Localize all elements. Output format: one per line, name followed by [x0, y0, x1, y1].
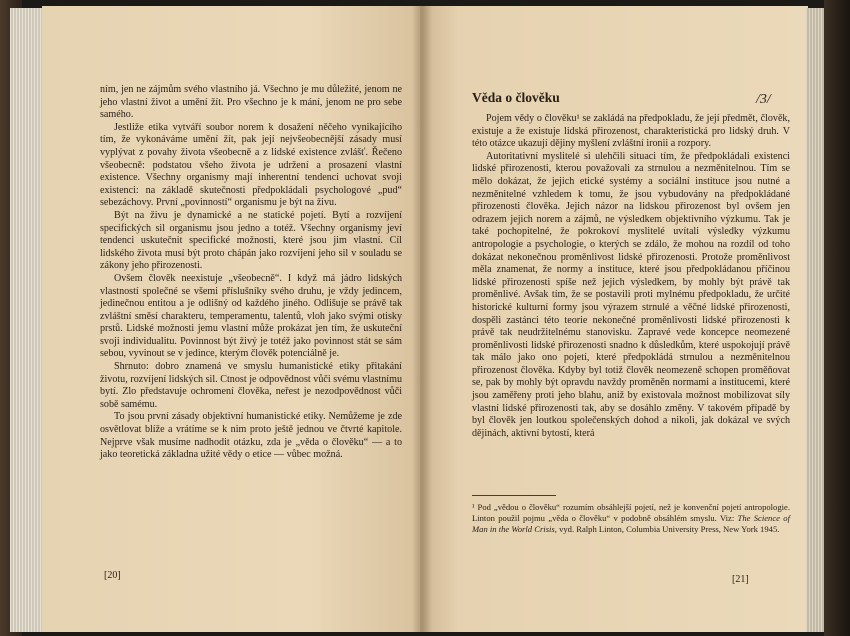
paragraph: Ovšem člověk neexistuje „všeobecně“. I když má jádro lidských vlastností společné se všemi příslušníky svého druhu, je vždy jedincem, jedinečnou entitou a je odlišný od každého jiného. Odlišuje se právě tak zvláštní směsí charakteru, temperamentu, talentů, vloh jako svými otisky prstů. Lidské možnosti jemu vlastní může prokázat jen tím, že uskuteční svoji individualitu. Povinnost být živý je totéž jako povinnost stát se sám sebou, vyvinout se v jedince, kterým člověk potenciálně je.: [100, 272, 402, 360]
paragraph: Autoritativní myslitelé si ulehčili situaci tím, že předpokládali existenci lidské přirozenosti, kterou považovali za strnulou a nezměnitelnou. Tím se mělo dokázat, že jejich etické systémy a sociální instituce jsou nutné a nezměnitelné vzhledem k tomu, že jsou vybudovány na předpokládané přirozenosti člověka. Jejich názor na lidskou přirozenost byl ovšem jen odrazem jejich norem a zájmů, ne výsledkem objektivního výzkumu. Tak je také pochopitelné, že pokrokoví myslitelé uvítali výsledky výzkumu antropologie a psychologie, o kterých se zdálo, že mohou na rozdíl od toho dokázat nekonečnou proměnlivost lidské přirozenosti. Protože proměnlivost měla znamenat, že normy a instituce, které jsou předpokládanou příčinou lidské přirozenosti spíše než jejich výsledkem, by mohly být právě tak proměnlivé. Avšak tím, že se postavili proti mylnému předpokladu, že určité historické kulturní formy jsou výrazem strnulé a věčné lidské přirozenosti, dospěli zastánci této teorie nekonečné proměnlivosti lidské přirozenosti k právě tak neudržitelnému stanovisku. Zapravé vede koncepce neomezené proměnlivosti lidské přirozenosti snadno k důsledkům, které uspokojují právě tak málo jako ono pojetí, které předpokládá strnulou a nezměnitelnou přirozenost člověka. Kdyby byl totiž člověk neomezeně schopen proměňovat se, pak by mohly být opravdu navždy proměněn normami a institucemi, které jsou zaměřeny proti jeho blahu, aniž by existovala možnost mobilizovat síly vlastní lidské přirozenosti tak, aby se dosáhlo změny. V takovém případě by byl člověk jen loutkou společenských dohod a nikoli, jak dokázal ve svých dějinách, aktivní bytostí, která: [472, 150, 790, 439]
right-page: [420, 6, 808, 632]
left-page-body: [100, 84, 402, 462]
paragraph: Pojem vědy o člověku¹ se zakládá na předpokladu, že její předmět, člověk, existuje a že existuje lidská přirozenost, charakteristická pro lidský druh. V této otázce ukazují dějiny myšlení zvláštní ironii a rozpory.: [472, 113, 790, 150]
book-gutter: [412, 6, 432, 632]
paragraph: Shrnuto: dobro znamená ve smyslu humanistické etiky přitakání životu, rozvíjení lidských sil. Ctnost je odpovědnost vůči svému vlastnímu bytí. Zlo představuje ochromení člověka, neřest je nezodpovědnost vůči sobě samému.: [100, 361, 402, 410]
footnote: [472, 502, 790, 535]
right-page-body: [472, 113, 790, 440]
paragraph: To jsou první zásady objektivní humanistické etiky. Nemůžeme je zde osvětlovat blíže a vrátíme se k nim proto ještě jednou ve čtvrté kapitole. Nejprve však musíme nadhodit otázku, zda je „věda o člověku“ — a to jako teoretická základna užité vědy o etice — vůbec možná.: [100, 411, 402, 461]
chapter-title: Věda o člověku: [472, 90, 560, 105]
page-number-left: [20]: [104, 570, 121, 581]
footnote-text: ¹ Pod „vědou o člověku“ rozumím obsáhlejší pojetí, než je konvenční pojetí antropologie. Linton použil pojmu „věda o člověku“ v podobně obsáhlém smyslu. Viz:: [472, 502, 790, 523]
left-page: [42, 6, 420, 632]
paragraph: ním, jen ne zájmům svého vlastního já. Všechno je mu důležité, jenom ne jeho vlastní život a umění žít. Pro všechno je k mání, jenom ne pro sebe samého.: [100, 84, 402, 121]
page-edges-left: [10, 8, 46, 632]
footnote-rule: [472, 495, 556, 496]
chapter-number: /3/: [756, 92, 771, 107]
paragraph: Být na živu je dynamické a ne statické pojetí. Bytí a rozvíjení specifických sil organismu jsou jedno a totéž. Všechny organismy jeví tendenci uskutečnit specifické možnosti, které jsou jim vlastní. Cíl lidského života musí být proto chápán jako rozvíjení jeho sil v souladu se zákony jeho přirozenosti.: [100, 209, 402, 272]
page-edges-right: [806, 8, 826, 632]
paragraph: Jestliže etika vytváří soubor norem k dosažení něčeho vynikajícího tím, že vykonáváme umění žít, pak její nejvšeobecnější zásady musí vyplývat z povahy života všeobecně a z lidské existence zvlášť. Řečeno všeobecně: podstatou všeho života je udržení a prosazení vlastní existence. Všechny organismy mají inherentní tendenci uchovat svoji existenci: na základě skutečnosti předpokládali psychologové „pud“ sebezáchovy. První „povinností“ organismu je být na živu.: [100, 121, 402, 209]
page-number-right: [21]: [732, 574, 749, 585]
footnote-text-end: , vyd. Ralph Linton, Columbia University Press, New York 1945.: [554, 524, 780, 534]
footnote-cited-title: The Science of Man in the World Crisis: [472, 513, 790, 534]
book-cover-right: [824, 0, 850, 636]
